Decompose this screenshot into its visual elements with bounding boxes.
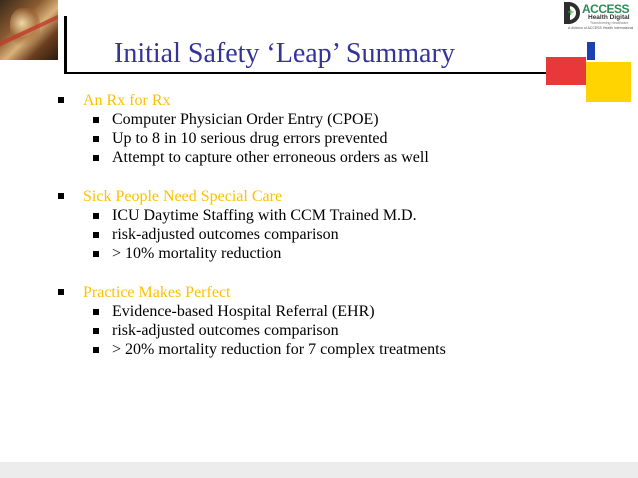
- list-item: [56, 129, 446, 148]
- section-practice: [56, 283, 446, 359]
- logo-subtitle: Health Digital: [588, 14, 630, 21]
- section-heading-text: Practice Makes Perfect: [83, 284, 231, 301]
- list-item-text: ICU Daytime Staffing with CCM Trained M.D.: [112, 207, 417, 224]
- section-rx: [56, 91, 446, 167]
- logo-tagline: Transforming Healthcare: [590, 21, 629, 25]
- list-item: [56, 340, 446, 359]
- bullet-icon: [93, 136, 99, 142]
- list-item-text: Attempt to capture other erroneous orders as well: [112, 149, 429, 166]
- section-heading: [56, 283, 446, 302]
- header-photo: [0, 0, 58, 60]
- section-heading-text: Sick People Need Special Care: [83, 188, 283, 205]
- slide-title: Initial Safety ‘Leap’ Summary: [114, 38, 455, 69]
- list-item-text: risk-adjusted outcomes comparison: [112, 226, 339, 243]
- logo-plus-icon: +: [567, 8, 575, 18]
- section-heading: [56, 91, 446, 110]
- list-item: [56, 110, 446, 129]
- section-icu: [56, 187, 446, 263]
- bullet-icon: [93, 213, 99, 219]
- section-heading-text: An Rx for Rx: [83, 92, 171, 109]
- decor-blue-square: [587, 42, 595, 60]
- bullet-icon: [93, 251, 99, 257]
- logo-brand: ACCESS: [582, 2, 630, 16]
- bullet-icon: [93, 347, 99, 353]
- decor-yellow-square: [586, 62, 631, 102]
- bullet-icon: [58, 193, 64, 199]
- list-item-text: > 20% mortality reduction for 7 complex treatments: [112, 341, 446, 358]
- bullet-icon: [58, 289, 64, 295]
- list-item: [56, 302, 446, 321]
- list-item: [56, 225, 446, 244]
- list-item: [56, 244, 446, 263]
- slide-footer-bar: [0, 462, 638, 478]
- title-underline: [64, 72, 546, 74]
- list-item-text: Up to 8 in 10 serious drug errors prevented: [112, 130, 388, 147]
- list-item: [56, 321, 446, 340]
- list-item: [56, 148, 446, 167]
- bullet-icon: [58, 97, 64, 103]
- bullet-icon: [93, 232, 99, 238]
- bullet-icon: [93, 328, 99, 334]
- list-item-text: Computer Physician Order Entry (CPOE): [112, 111, 379, 128]
- section-heading: [56, 187, 446, 206]
- title-vertical-rule: [64, 16, 67, 72]
- access-health-logo: [564, 2, 636, 32]
- slide-body: [56, 91, 446, 379]
- bullet-icon: [93, 309, 99, 315]
- list-item-text: Evidence-based Hospital Referral (EHR): [112, 303, 375, 320]
- list-item: [56, 206, 446, 225]
- logo-division: A division of ACCESS Health International: [568, 26, 634, 30]
- list-item-text: > 10% mortality reduction: [112, 245, 282, 262]
- decor-red-square: [546, 57, 586, 85]
- list-item-text: risk-adjusted outcomes comparison: [112, 322, 339, 339]
- bullet-icon: [93, 117, 99, 123]
- bullet-icon: [93, 155, 99, 161]
